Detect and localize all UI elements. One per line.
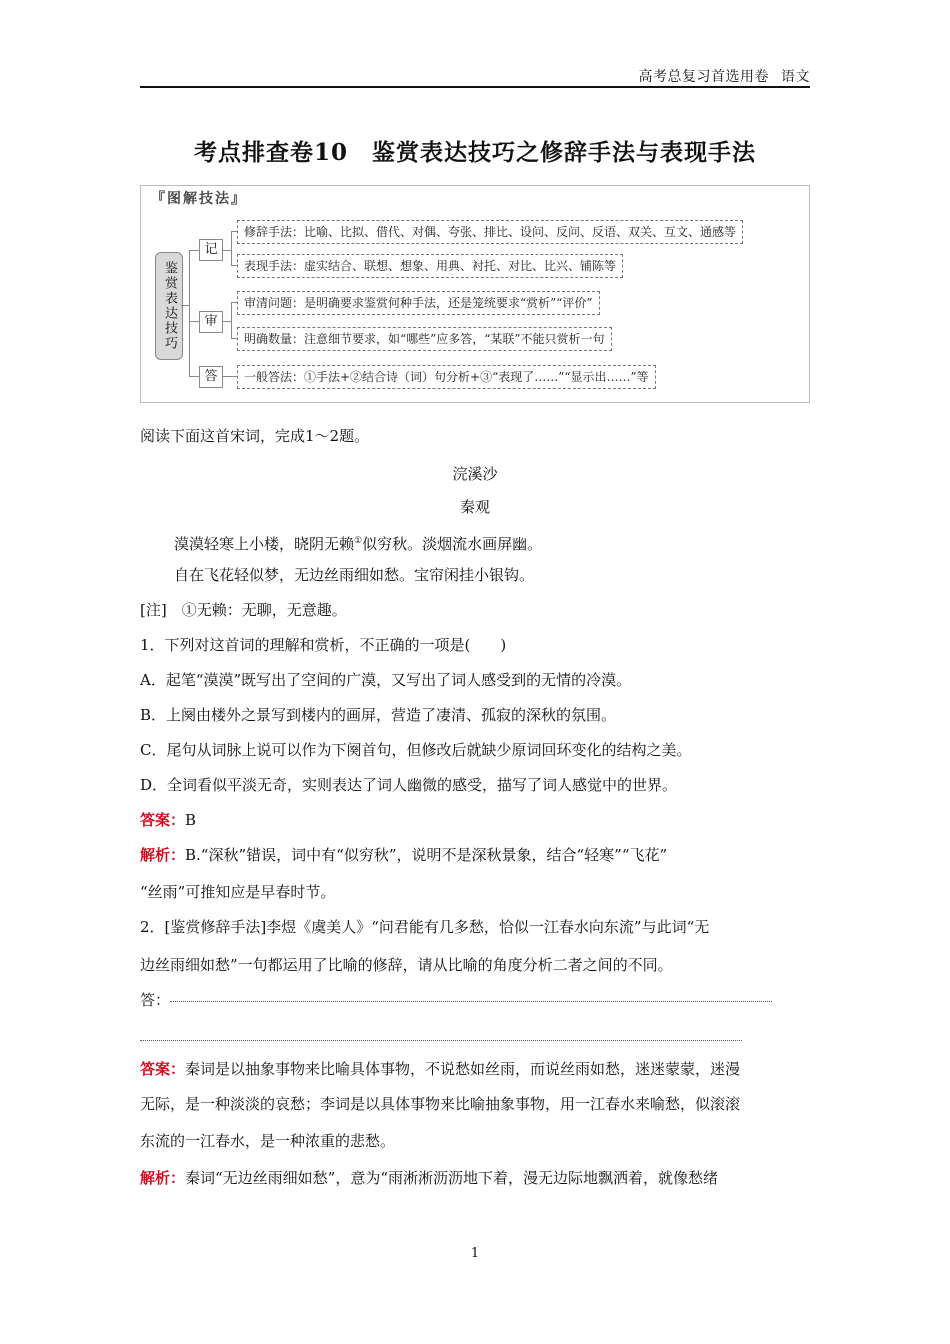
diagram-leaf-quantity: 明确数量：注意细节要求，如“哪些”应多答，“某联”不能只赏析一句: [237, 327, 612, 351]
connector: [231, 302, 232, 338]
poem-line-1: [174, 529, 810, 556]
connector: [189, 250, 190, 376]
q2-answer-line-2: 无际，是一种淡淡的哀愁；李词是以具体事物来比喻抽象事物，用一江春水来喻愁，似滚滚: [140, 1095, 741, 1113]
note-text: ①无赖：无聊，无意趣。: [181, 601, 347, 619]
answer-label: 答案：: [140, 811, 186, 829]
answer-prompt: 答：: [140, 991, 171, 1009]
q1-option-a: A．起笔“漠漠”既写出了空间的广漠，又写出了词人感受到的无情的冷漠。: [140, 671, 632, 689]
q2-analysis-line-1: [140, 1166, 810, 1190]
reading-intro: 阅读下面这首宋词，完成1～2题。: [140, 427, 370, 445]
answer-blank-line: [140, 1040, 742, 1041]
q2-answer-space: [140, 988, 810, 1012]
poem-title: 浣溪沙: [452, 465, 498, 483]
q1-analysis-line-2: “丝雨”可推知应是早春时节。: [140, 883, 336, 901]
q2-answer-line-1: [140, 1057, 810, 1081]
diagram-leaf-answer: 一般答法：①手法+②结合诗（词）句分析+③“表现了……”“显示出……”等: [237, 365, 656, 389]
connector: [189, 376, 199, 377]
connector: [189, 321, 199, 322]
analysis-text: 秦词“无边丝雨细如愁”，意为“雨淅淅沥沥地下着，漫无边际地飘洒着，就像愁绪: [185, 1169, 719, 1187]
diagram-node-shen: 审: [199, 311, 223, 333]
page-title: 考点排查卷10 鉴赏表达技巧之修辞手法与表现手法: [193, 139, 756, 166]
poem-author: 秦观: [459, 498, 490, 516]
q1-option-b: B．上阕由楼外之景写到楼内的画屏，营造了凄清、孤寂的深秋的氛围。: [140, 706, 617, 724]
poem-line-1b: 似穷秋。淡烟流水画屏幽。: [362, 535, 543, 553]
q2-stem-line-1: 2．[鉴赏修辞手法]李煜《虞美人》“问君能有几多愁，恰似一江春水向东流”与此词“无: [140, 918, 710, 936]
diagram-root: 鉴赏表达技巧: [155, 252, 183, 360]
header-text: [639, 66, 811, 86]
answer-blank-line: [170, 1001, 772, 1002]
q1-option-c: C．尾句从词脉上说可以作为下阕首句，但修改后就缺少原词回环变化的结构之美。: [140, 741, 692, 759]
analysis-label: 解析：: [140, 1169, 186, 1187]
q2-stem-line-2: 边丝雨细如愁”一句都运用了比喻的修辞，请从比喻的角度分析二者之间的不同。: [140, 956, 673, 974]
answer-label: 答案：: [140, 1060, 186, 1078]
header-rule: [140, 86, 810, 88]
poem-line-1a: 漠漠轻寒上小楼，晓阴无赖: [174, 535, 355, 553]
diagram-label: 『图解技法』: [151, 188, 247, 208]
diagram-leaf-question: 审清问题：是明确要求鉴赏何种手法，还是笼统要求“赏析”“评价”: [237, 291, 600, 315]
q1-answer: [140, 808, 810, 832]
diagram-node-ji: 记: [199, 239, 223, 261]
connector: [223, 376, 237, 377]
connector: [223, 321, 231, 322]
answer-text: 秦词是以抽象事物来比喻具体事物，不说愁如丝雨，而说丝雨如愁，迷迷蒙蒙，迷漫: [185, 1060, 741, 1078]
poem-note: [140, 598, 810, 622]
header-subject: 语文: [781, 69, 810, 85]
q1-option-d: D．全词看似平淡无奇，实则表达了词人幽微的感受，描写了词人感觉中的世界。: [140, 776, 678, 794]
footnote-marker: ①: [354, 536, 363, 546]
diagram-node-da: 答: [199, 366, 223, 388]
analysis-label: 解析：: [140, 846, 186, 864]
answer-value: B: [185, 811, 197, 829]
q2-answer-line-3: 东流的一江春水，是一种浓重的悲愁。: [140, 1132, 396, 1150]
q1-stem: 1．下列对这首词的理解和赏析，不正确的一项是( ): [140, 636, 507, 654]
q1-analysis-line-1: [140, 843, 810, 867]
note-label: [注]: [140, 601, 167, 619]
diagram-leaf-rhetoric: 修辞手法：比喻、比拟、借代、对偶、夸张、排比、设问、反问、反语、双关、互文、通感等: [237, 220, 743, 244]
connector: [223, 250, 231, 251]
poem-line-2: 自在飞花轻似梦，无边丝雨细如愁。宝帘闲挂小银钩。: [174, 566, 535, 584]
connector: [181, 305, 189, 306]
page-number: 1: [470, 1246, 480, 1261]
header-book: 高考总复习首选用卷: [638, 69, 769, 85]
diagram-leaf-expression: 表现手法：虚实结合、联想、想象、用典、衬托、对比、比兴、铺陈等: [237, 254, 623, 278]
technique-diagram: [140, 185, 810, 403]
connector: [231, 231, 232, 265]
connector: [189, 250, 199, 251]
analysis-text: B.“深秋”错误，词中有“似穷秋”，说明不是深秋景象，结合“轻寒”“飞花”: [185, 846, 668, 864]
